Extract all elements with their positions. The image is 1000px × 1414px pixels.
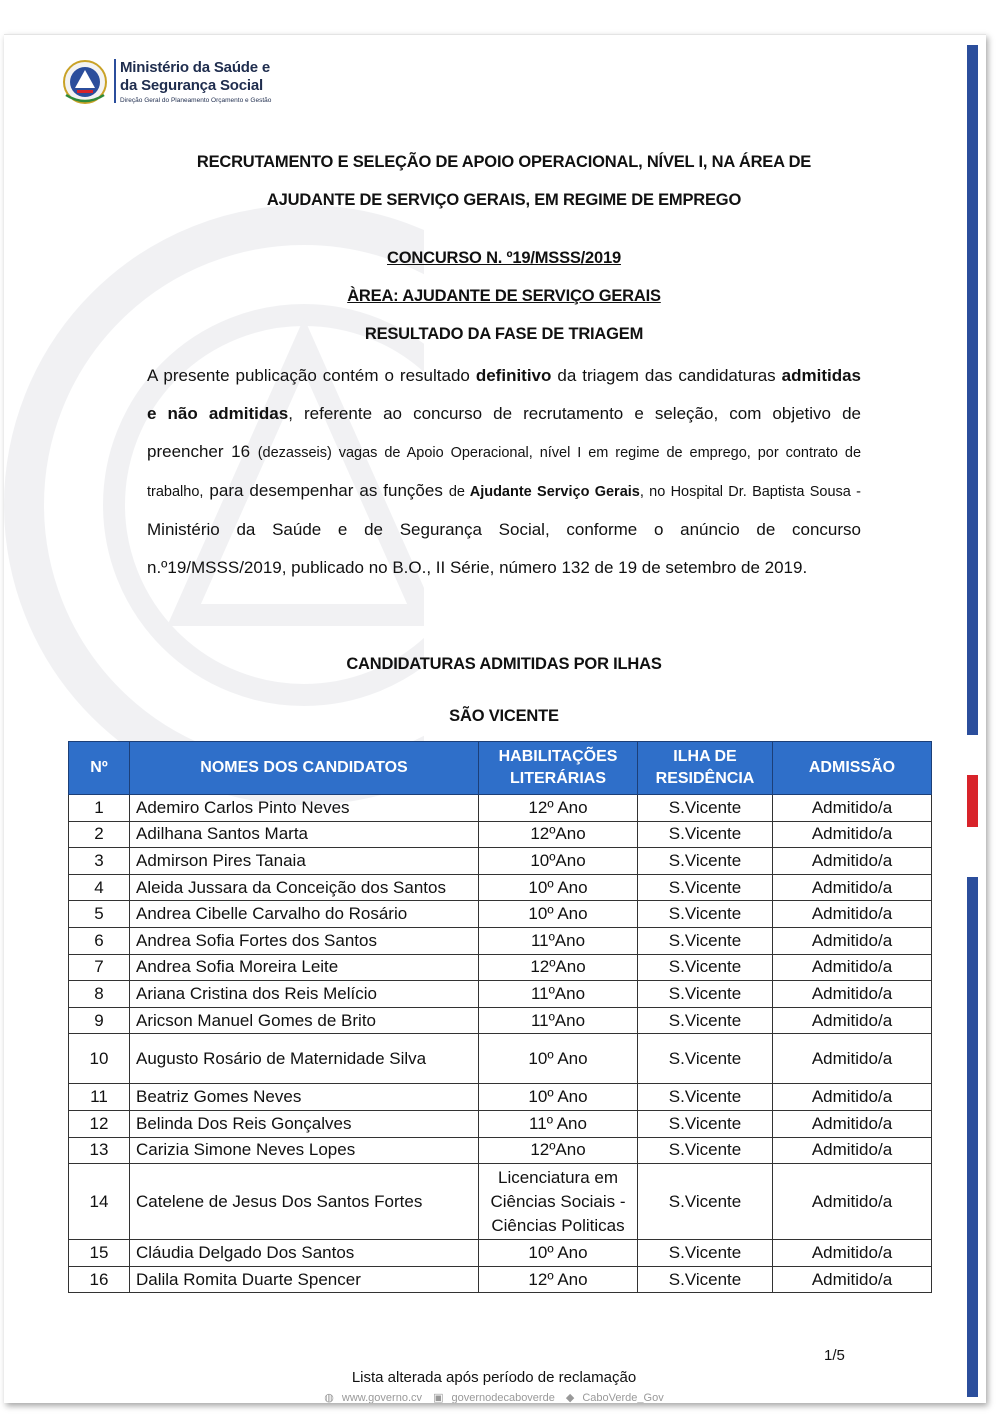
cell-name: Cláudia Delgado Dos Santos bbox=[130, 1240, 479, 1267]
document-page bbox=[4, 34, 986, 1403]
footer-web: www.governo.cv bbox=[341, 1392, 422, 1403]
table-row bbox=[69, 981, 932, 1008]
cell-number: 6 bbox=[69, 927, 130, 954]
cell-admissao: Admitido/a bbox=[773, 1137, 932, 1164]
intro-text-1: A presente publicação contém o resultado bbox=[147, 366, 476, 385]
cell-number: 14 bbox=[69, 1164, 130, 1240]
table-row bbox=[69, 927, 932, 954]
intro-paragraph bbox=[147, 357, 861, 587]
cell-ilha: S.Vicente bbox=[638, 1007, 773, 1034]
cell-ilha: S.Vicente bbox=[638, 1034, 773, 1084]
cell-name: Aricson Manuel Gomes de Brito bbox=[130, 1007, 479, 1034]
cell-name: Admirson Pires Tanaia bbox=[130, 848, 479, 875]
intro-text-4: para desempenhar as funções bbox=[203, 481, 449, 500]
cell-habilitacoes: 10º Ano bbox=[479, 874, 638, 901]
table-row bbox=[69, 1240, 932, 1267]
cell-number: 2 bbox=[69, 821, 130, 848]
cell-name: Andrea Cibelle Carvalho do Rosário bbox=[130, 901, 479, 928]
cell-ilha: S.Vicente bbox=[638, 1137, 773, 1164]
ministry-name-line2: da Segurança Social bbox=[120, 77, 263, 94]
cell-admissao: Admitido/a bbox=[773, 795, 932, 822]
cell-admissao: Admitido/a bbox=[773, 1034, 932, 1084]
table-row bbox=[69, 1137, 932, 1164]
header-admissao: ADMISSÃO bbox=[773, 742, 932, 795]
cell-habilitacoes: 10º Ano bbox=[479, 1034, 638, 1084]
cell-name: Beatriz Gomes Neves bbox=[130, 1084, 479, 1111]
table-row bbox=[69, 795, 932, 822]
cell-admissao: Admitido/a bbox=[773, 1266, 932, 1293]
ministry-subtitle: Direção Geral do Planeamento Orçamento e Gestão bbox=[120, 97, 272, 104]
area-heading: ÀREA: AJUDANTE DE SERVIÇO GERAIS bbox=[347, 287, 661, 305]
cell-name: Andrea Sofia Fortes dos Santos bbox=[130, 927, 479, 954]
cell-habilitacoes: 11º Ano bbox=[479, 1110, 638, 1137]
cell-name: Andrea Sofia Moreira Leite bbox=[130, 954, 479, 981]
cell-habilitacoes: 12ºAno bbox=[479, 954, 638, 981]
cell-ilha: S.Vicente bbox=[638, 981, 773, 1008]
cell-habilitacoes: 11ºAno bbox=[479, 1007, 638, 1034]
cell-ilha: S.Vicente bbox=[638, 821, 773, 848]
header-habilitacoes-line2: LITERÁRIAS bbox=[510, 770, 606, 787]
cell-number: 13 bbox=[69, 1137, 130, 1164]
cell-name: Aleida Jussara da Conceição dos Santos bbox=[130, 874, 479, 901]
table-row bbox=[69, 1266, 932, 1293]
cell-habilitacoes: 10º Ano bbox=[479, 901, 638, 928]
cell-number: 12 bbox=[69, 1110, 130, 1137]
cell-ilha: S.Vicente bbox=[638, 848, 773, 875]
table-row bbox=[69, 848, 932, 875]
cell-admissao: Admitido/a bbox=[773, 1164, 932, 1240]
header-ilha-line1: ILHA DE bbox=[673, 748, 737, 765]
cell-habilitacoes: 11ºAno bbox=[479, 927, 638, 954]
cell-habilitacoes: 12ºAno bbox=[479, 821, 638, 848]
cell-number: 5 bbox=[69, 901, 130, 928]
table-row bbox=[69, 901, 932, 928]
island-heading: SÃO VICENTE bbox=[449, 707, 559, 725]
cell-admissao: Admitido/a bbox=[773, 1240, 932, 1267]
cell-habilitacoes: 11ºAno bbox=[479, 981, 638, 1008]
cell-habilitacoes: 10º Ano bbox=[479, 1240, 638, 1267]
footer-facebook: governodecaboverde bbox=[451, 1392, 555, 1403]
logo-divider bbox=[114, 59, 116, 103]
cell-admissao: Admitido/a bbox=[773, 981, 932, 1008]
cell-ilha: S.Vicente bbox=[638, 1240, 773, 1267]
candidates-table bbox=[68, 741, 932, 1293]
page-number: 1/5 bbox=[824, 1347, 845, 1364]
table-header-row bbox=[69, 742, 932, 795]
cell-admissao: Admitido/a bbox=[773, 1084, 932, 1111]
cell-ilha: S.Vicente bbox=[638, 795, 773, 822]
cell-habilitacoes: 10ºAno bbox=[479, 848, 638, 875]
cell-name: Augusto Rosário de Maternidade Silva bbox=[130, 1034, 479, 1084]
document-title-line1: RECRUTAMENTO E SELEÇÃO DE APOIO OPERACIONAL, NÍVEL I, NA ÁREA DE bbox=[196, 153, 812, 171]
cell-name: Dalila Romita Duarte Spencer bbox=[130, 1266, 479, 1293]
intro-bold-admitidas: admitidas e não admitidas bbox=[147, 366, 861, 423]
cell-number: 9 bbox=[69, 1007, 130, 1034]
cell-admissao: Admitido/a bbox=[773, 1007, 932, 1034]
web-icon: ◍ bbox=[324, 1392, 334, 1403]
cell-name: Ariana Cristina dos Reis Melício bbox=[130, 981, 479, 1008]
concurso-number: CONCURSO N. º19/MSSS/2019 bbox=[387, 249, 621, 267]
cell-number: 16 bbox=[69, 1266, 130, 1293]
cell-admissao: Admitido/a bbox=[773, 901, 932, 928]
cell-number: 11 bbox=[69, 1084, 130, 1111]
table-row bbox=[69, 874, 932, 901]
cell-name: Ademiro Carlos Pinto Neves bbox=[130, 795, 479, 822]
cell-name: Carizia Simone Neves Lopes bbox=[130, 1137, 479, 1164]
cell-admissao: Admitido/a bbox=[773, 927, 932, 954]
intro-small-text-2: , no Hospital Dr. Baptista Sousa - bbox=[639, 484, 861, 500]
table-row bbox=[69, 954, 932, 981]
header-number: Nº bbox=[69, 742, 130, 795]
header-ilha bbox=[638, 742, 773, 795]
footer-social bbox=[4, 1391, 984, 1403]
cell-admissao: Admitido/a bbox=[773, 1110, 932, 1137]
cell-number: 4 bbox=[69, 874, 130, 901]
intro-bold-definitivo: definitivo bbox=[475, 366, 552, 385]
footer-note: Lista alterada após período de reclamação bbox=[351, 1369, 637, 1386]
table-row bbox=[69, 1110, 932, 1137]
cell-ilha: S.Vicente bbox=[638, 874, 773, 901]
cell-ilha: S.Vicente bbox=[638, 1084, 773, 1111]
decorative-blue-bar-bottom bbox=[967, 877, 978, 1397]
cell-habilitacoes: 12ºAno bbox=[479, 1137, 638, 1164]
ministry-logo bbox=[62, 55, 302, 113]
cell-number: 8 bbox=[69, 981, 130, 1008]
intro-bold-funcao: Ajudante Serviço Gerais bbox=[464, 484, 640, 500]
cell-ilha: S.Vicente bbox=[638, 954, 773, 981]
cell-admissao: Admitido/a bbox=[773, 821, 932, 848]
cell-number: 1 bbox=[69, 795, 130, 822]
intro-text-2: da triagem das candidaturas bbox=[551, 366, 782, 385]
cell-admissao: Admitido/a bbox=[773, 848, 932, 875]
header-habilitacoes-line1: HABILITAÇÕES bbox=[498, 748, 618, 765]
intro-text-3: , referente ao concurso de recrutamento e seleção, com objetivo de preencher 16 bbox=[147, 404, 861, 461]
cell-ilha: S.Vicente bbox=[638, 901, 773, 928]
twitter-icon: ◆ bbox=[565, 1392, 575, 1403]
cell-name: Adilhana Santos Marta bbox=[130, 821, 479, 848]
header-names: NOMES DOS CANDIDATOS bbox=[130, 742, 479, 795]
cell-number: 3 bbox=[69, 848, 130, 875]
resultado-heading: RESULTADO DA FASE DE TRIAGEM bbox=[364, 325, 644, 343]
decorative-red-bar bbox=[967, 775, 978, 827]
cell-habilitacoes: Licenciatura em Ciências Sociais - Ciências Politicas bbox=[479, 1164, 638, 1240]
cell-admissao: Admitido/a bbox=[773, 874, 932, 901]
facebook-icon: ▣ bbox=[433, 1392, 444, 1403]
table-row bbox=[69, 1164, 932, 1240]
cell-ilha: S.Vicente bbox=[638, 1110, 773, 1137]
cell-ilha: S.Vicente bbox=[638, 1266, 773, 1293]
document-title-line2: AJUDANTE DE SERVIÇO GERAIS, EM REGIME DE EMPREGO bbox=[266, 191, 742, 209]
section-heading: CANDIDATURAS ADMITIDAS POR ILHAS bbox=[346, 655, 662, 673]
cabo-verde-emblem-icon bbox=[62, 57, 108, 107]
table-row bbox=[69, 821, 932, 848]
cell-ilha: S.Vicente bbox=[638, 927, 773, 954]
cell-name: Belinda Dos Reis Gonçalves bbox=[130, 1110, 479, 1137]
cell-habilitacoes: 12º Ano bbox=[479, 795, 638, 822]
cell-name: Catelene de Jesus Dos Santos Fortes bbox=[130, 1164, 479, 1240]
cell-number: 10 bbox=[69, 1034, 130, 1084]
header-ilha-line2: RESIDÊNCIA bbox=[655, 770, 755, 787]
header-habilitacoes bbox=[479, 742, 638, 795]
intro-small-text-1: (dezasseis) vagas de Apoio Operacional, nível I em regime de emprego, por contrato de trabalho, bbox=[147, 445, 862, 500]
table-row bbox=[69, 1007, 932, 1034]
decorative-blue-bar-top bbox=[967, 45, 978, 735]
intro-text-5: Ministério da Saúde e de Segurança Social, conforme o anúncio de concurso n.º19/MSSS/2019, publicado no B.O., II Série, número 132 de 19 de setembro de 2019. bbox=[147, 520, 861, 577]
cell-admissao: Admitido/a bbox=[773, 954, 932, 981]
cell-habilitacoes: 12º Ano bbox=[479, 1266, 638, 1293]
intro-small-de: de bbox=[448, 484, 465, 500]
table-row bbox=[69, 1084, 932, 1111]
cell-habilitacoes: 10º Ano bbox=[479, 1084, 638, 1111]
ministry-name-line1: Ministério da Saúde e bbox=[120, 59, 271, 76]
table-row bbox=[69, 1034, 932, 1084]
cell-ilha: S.Vicente bbox=[638, 1164, 773, 1240]
footer-twitter: CaboVerde_Gov bbox=[582, 1392, 664, 1403]
cell-number: 15 bbox=[69, 1240, 130, 1267]
cell-number: 7 bbox=[69, 954, 130, 981]
